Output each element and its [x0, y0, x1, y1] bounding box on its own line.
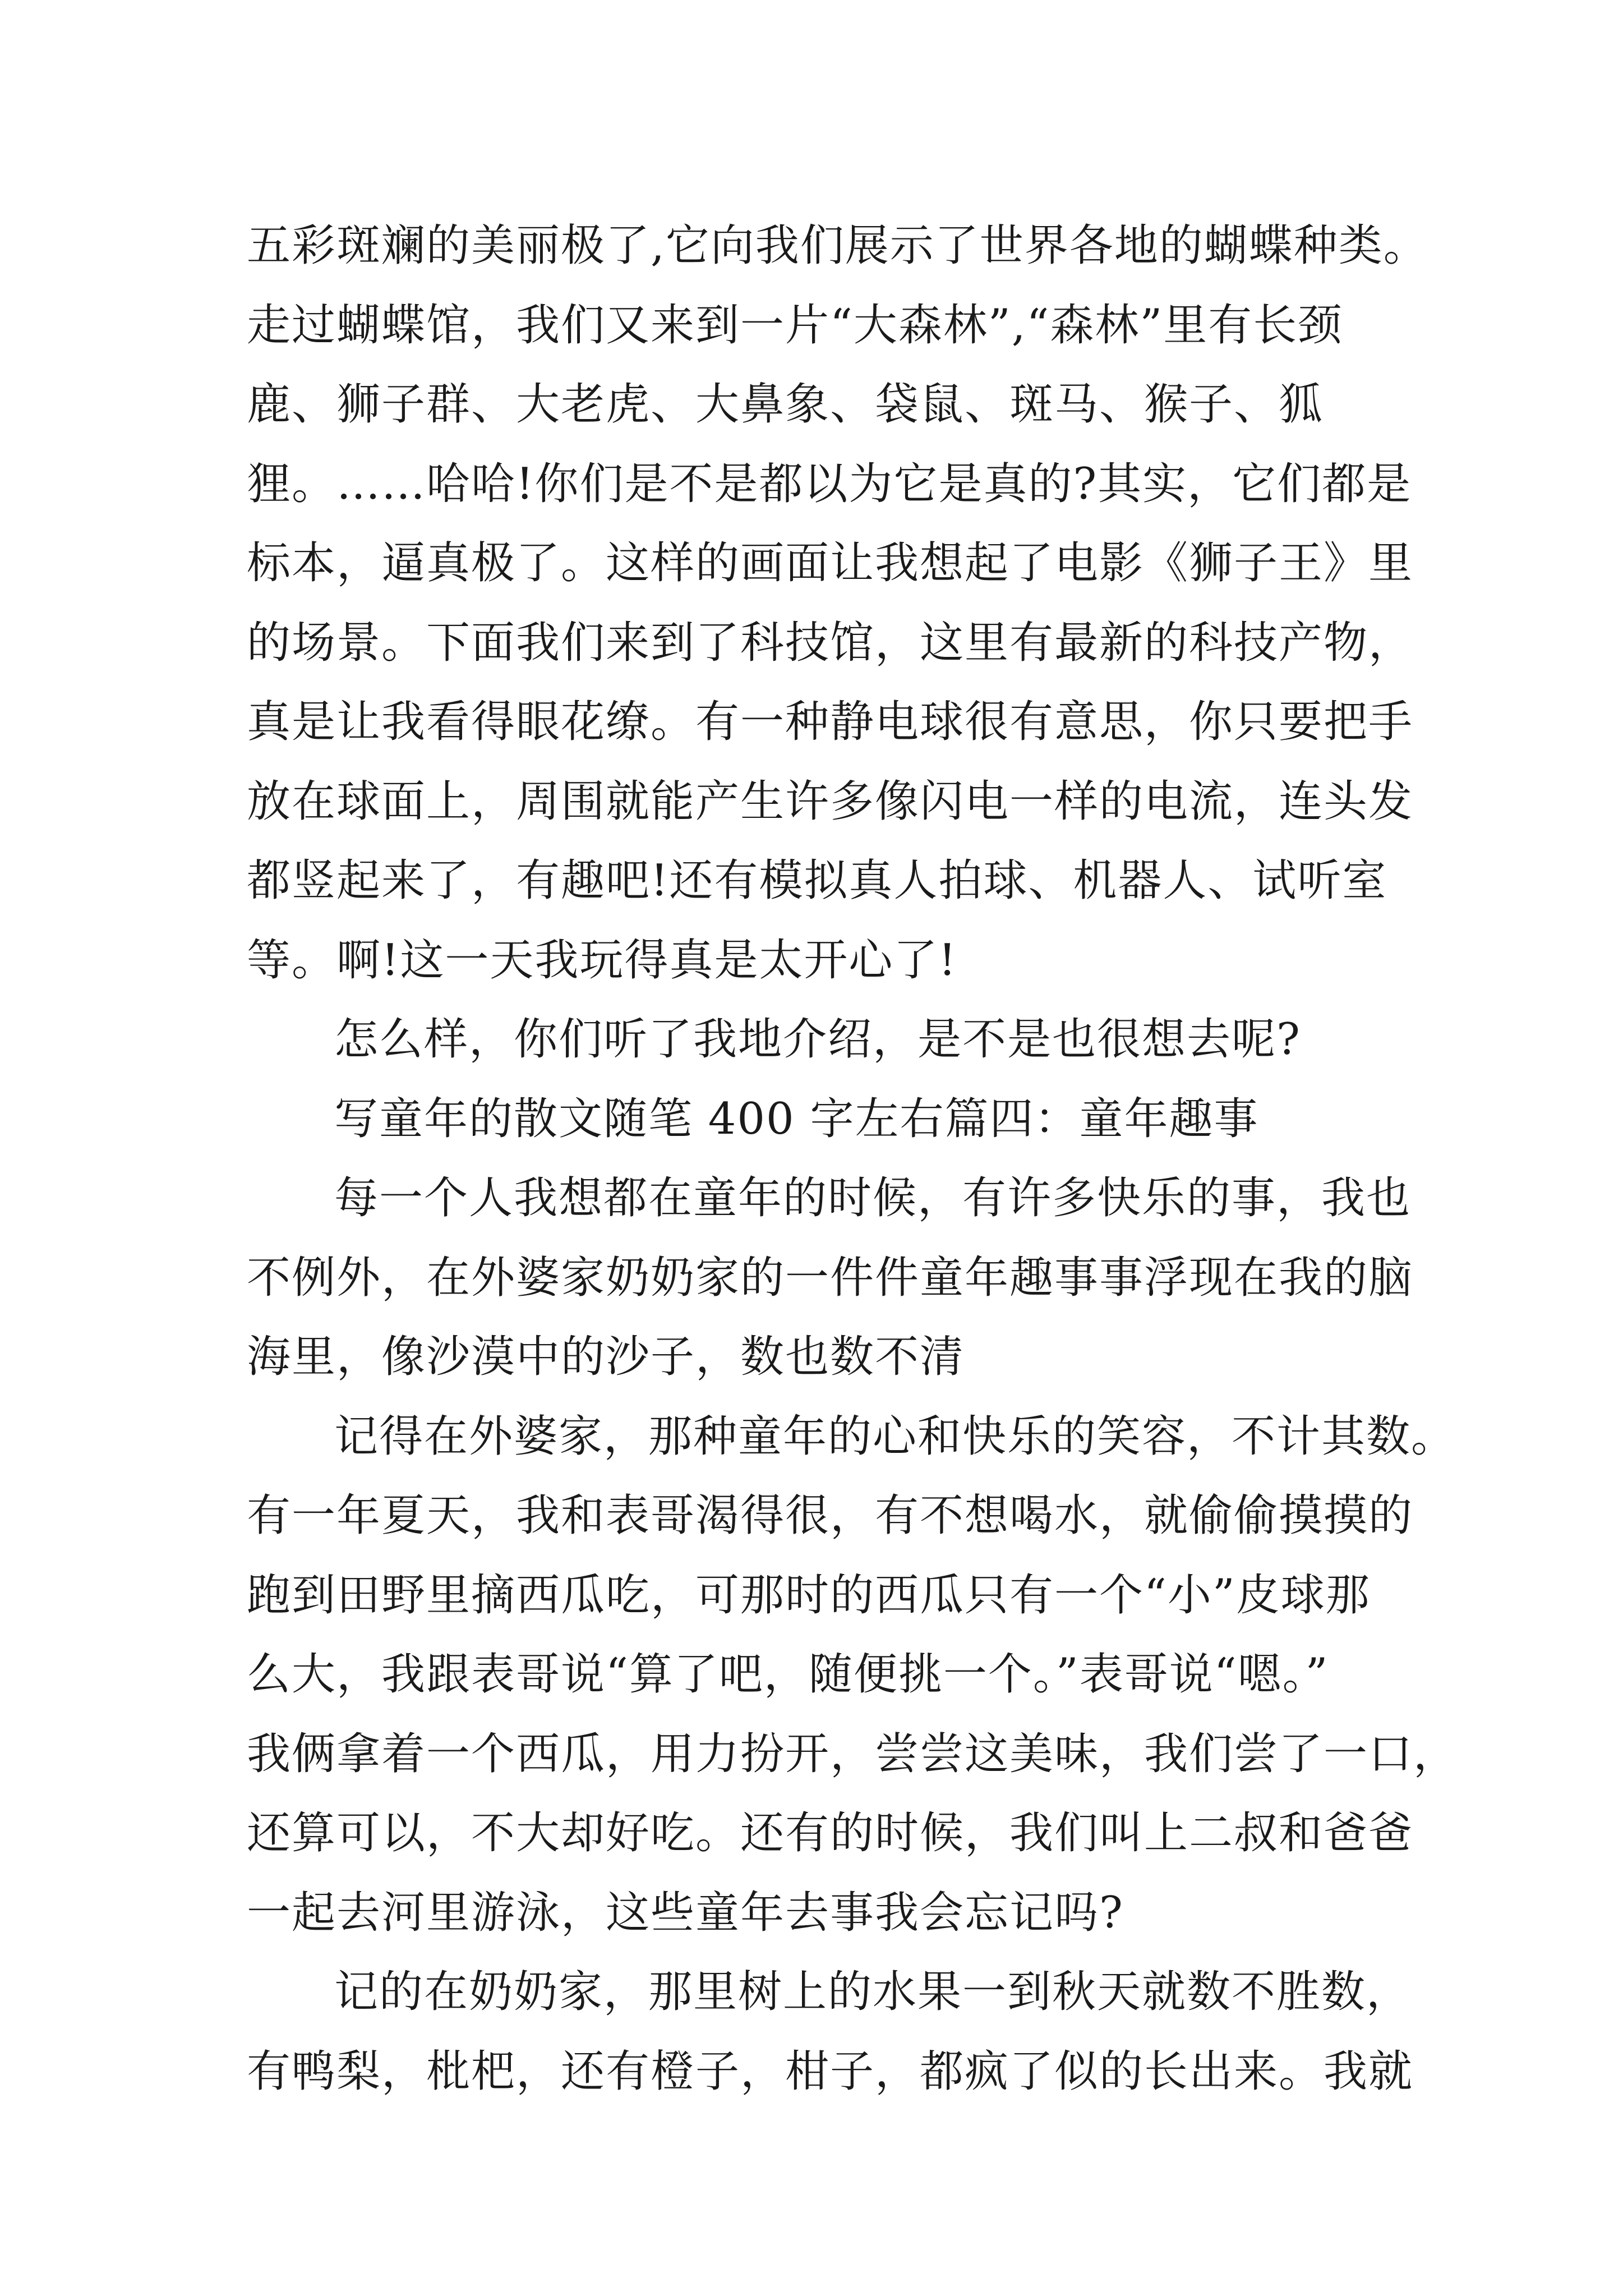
text-line: 我俩拿着一个西瓜，用力扮开，尝尝这美味，我们尝了一口， — [247, 1728, 1459, 1779]
text-line: 有鸭梨，枇杷，还有橙子，柑子，都疯了似的长出来。我就 — [247, 2046, 1414, 2097]
text-line: 的场景。下面我们来到了科技馆，这里有最新的科技产物， — [247, 617, 1414, 668]
text-line: 走过蝴蝶馆，我们又来到一片“大森林”,“森林”里有长颈 — [247, 300, 1343, 351]
text-line: 标本，逼真极了。这样的画面让我想起了电影《狮子王》里 — [247, 538, 1414, 588]
text-line: 狸。……哈哈!你们是不是都以为它是真的?其实，它们都是 — [247, 458, 1412, 509]
text-line: 每一个人我想都在童年的时候，有许多快乐的事，我也 — [334, 1173, 1412, 1223]
text-line: 不例外，在外婆家奶奶家的一件件童年趣事事浮现在我的脑 — [247, 1252, 1414, 1303]
text-line: 五彩斑斓的美丽极了,它向我们展示了世界各地的蝴蝶种类。 — [247, 220, 1428, 271]
text-line: 么大，我跟表哥说“算了吧，随便挑一个。”表哥说“嗯。” — [247, 1649, 1329, 1700]
text-line: 写童年的散文随笔 400 字左右篇四：童年趣事 — [334, 1093, 1259, 1144]
text-line: 记得在外婆家，那种童年的心和快乐的笑容，不计其数。 — [334, 1411, 1456, 1462]
body-text — [247, 206, 1459, 2111]
text-line: 跑到田野里摘西瓜吃，可那时的西瓜只有一个“小”皮球那 — [247, 1570, 1371, 1621]
text-line: 怎么样，你们听了我地介绍，是不是也很想去呢? — [334, 1014, 1301, 1065]
text-line: 等。啊!这一天我玩得真是太开心了! — [247, 935, 957, 986]
text-line: 记的在奶奶家，那里树上的水果一到秋天就数不胜数， — [334, 1967, 1412, 2017]
text-line: 真是让我看得眼花缭。有一种静电球很有意思，你只要把手 — [247, 697, 1414, 747]
text-line: 都竖起来了，有趣吧!还有模拟真人拍球、机器人、试听室 — [247, 855, 1387, 906]
text-line: 鹿、狮子群、大老虎、大鼻象、袋鼠、斑马、猴子、狐 — [247, 379, 1324, 430]
text-line: 还算可以，不大却好吃。还有的时候，我们叫上二叔和爸爸 — [247, 1808, 1414, 1858]
text-line: 一起去河里游泳，这些童年去事我会忘记吗? — [247, 1887, 1124, 1938]
text-line: 放在球面上，周围就能产生许多像闪电一样的电流，连头发 — [247, 776, 1414, 827]
text-line: 有一年夏天，我和表哥渴得很，有不想喝水，就偷偷摸摸的 — [247, 1490, 1414, 1541]
text-line: 海里，像沙漠中的沙子，数也数不清 — [247, 1332, 965, 1382]
